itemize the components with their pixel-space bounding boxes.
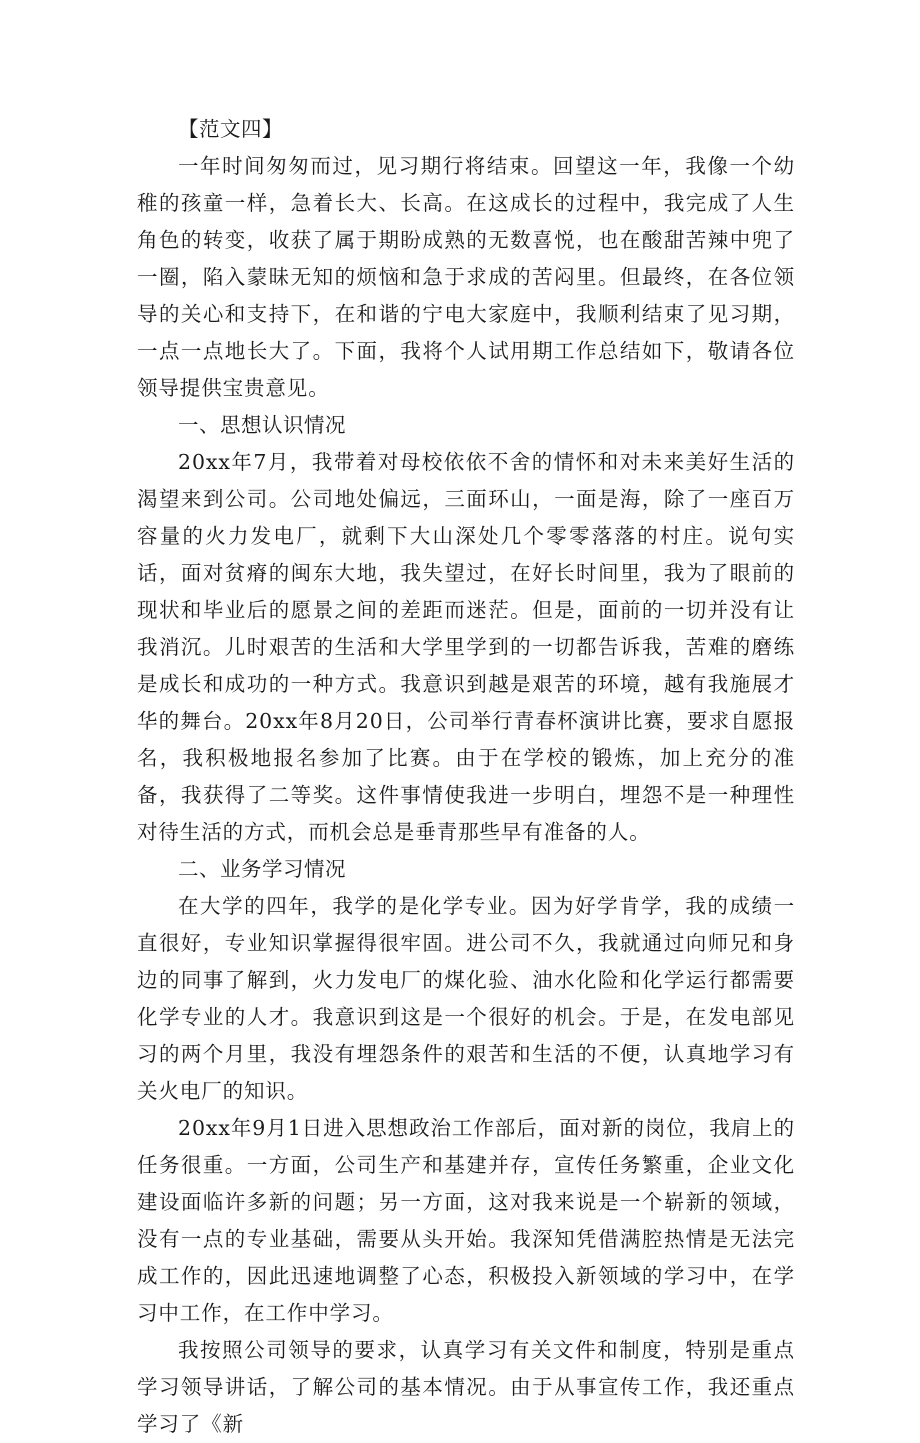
paragraph-thought: 20xx年7月，我带着对母校依依不舍的情怀和对未来美好生活的渴望来到公司。公司地处偏远，三面环山，一面是海，除了一座百万容量的火力发电厂，就剩下大山深处几个零零落落的村庄。说句实话，面对贫瘠的闽东大地，我失望过，在好长时间里，我为了眼前的现状和毕业后的愿景之间的差距而迷茫。但是，面前的一切并没有让我消沉。儿时艰苦的生活和大学里学到的一切都告诉我，苦难的磨练是成长和成功的一种方式。我意识到越是艰苦的环境，越有我施展才华的舞台。20xx年8月20日，公司举行青春杯演讲比赛，要求自愿报名，我积极地报名参加了比赛。由于在学校的锻炼，加上充分的准备，我获得了二等奖。这件事情使我进一步明白，埋怨不是一种理性对待生活的方式，而机会总是垂青那些早有准备的人。 [137,450,795,844]
paragraph-study-1: 在大学的四年，我学的是化学专业。因为好学肯学，我的成绩一直很好，专业知识掌握得很牢固。进公司不久，我就通过向师兄和身边的同事了解到，火力发电厂的煤化验、油水化险和化学运行都需要化学专业的人才。我意识到这是一个很好的机会。于是，在发电部见习的两个月里，我没有埋怨条件的艰苦和生活的不便，认真地学习有关火电厂的知识。 [137,894,795,1103]
document-body [137,111,795,1443]
paragraph-study-3: 我按照公司领导的要求，认真学习有关文件和制度，特别是重点学习领导讲话，了解公司的基本情况。由于从事宣传工作，我还重点学习了《新 [137,1338,795,1436]
document-title: 【范文四】 [178,117,283,141]
paragraph-study-2: 20xx年9月1日进入思想政治工作部后，面对新的岗位，我肩上的任务很重。一方面，公司生产和基建并存，宣传任务繁重，企业文化建设面临许多新的问题；另一方面，这对我来说是一个崭新的领域，没有一点的专业基础，需要从头开始。我深知凭借满腔热情是无法完成工作的，因此迅速地调整了心态，积极投入新领域的学习中，在学习中工作，在工作中学习。 [137,1116,795,1325]
section-heading-study: 二、业务学习情况 [178,857,346,881]
paragraph-intro: 一年时间匆匆而过，见习期行将结束。回望这一年，我像一个幼稚的孩童一样，急着长大、长高。在这成长的过程中，我完成了人生角色的转变，收获了属于期盼成熟的无数喜悦，也在酸甜苦辣中兜了一圈，陷入蒙昧无知的烦恼和急于求成的苦闷里。但最终，在各位领导的关心和支持下，在和谐的宁电大家庭中，我顺利结束了见习期，一点一点地长大了。下面，我将个人试用期工作总结如下，敬请各位领导提供宝贵意见。 [137,154,795,400]
section-heading-thought: 一、思想认识情况 [178,413,346,437]
